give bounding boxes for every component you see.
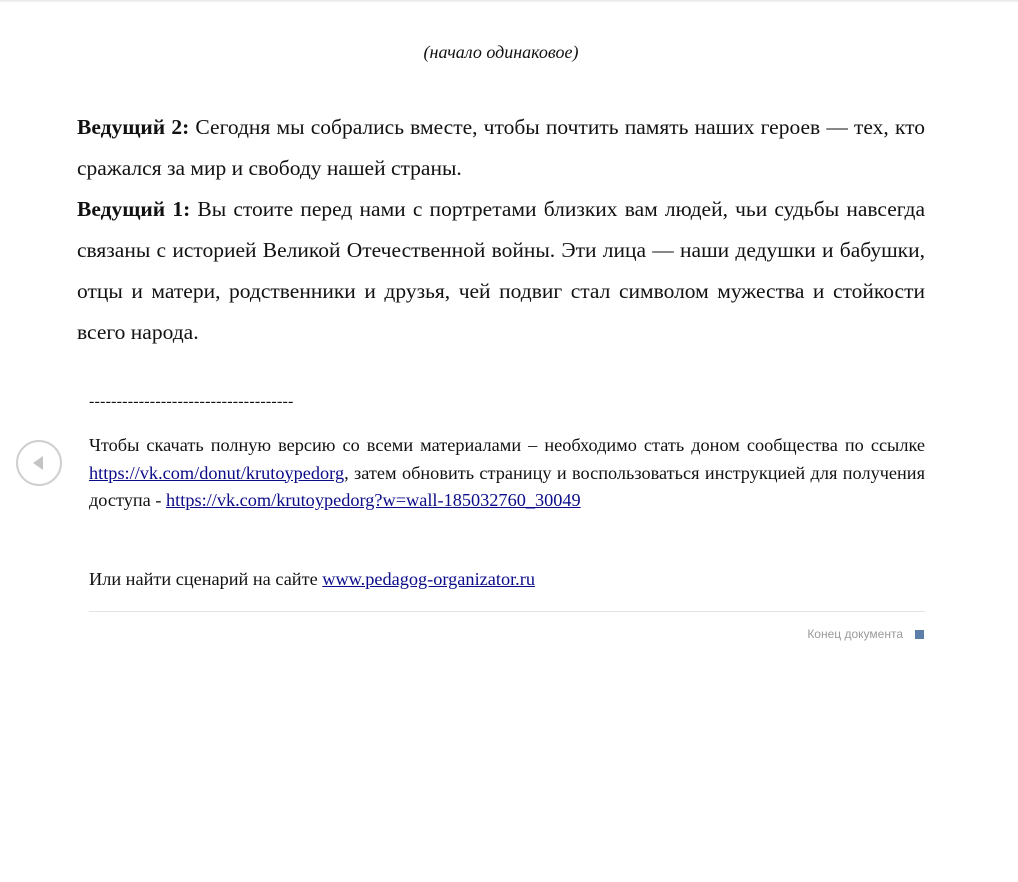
separator-line: -------------------------------------	[89, 393, 294, 410]
speaker-label: Ведущий 1:	[77, 197, 191, 221]
document-body	[77, 107, 925, 353]
paragraph-text: Вы стоите перед нами с портретами близких вам людей, чьи судьбы навсегда связаны с историей Великой Отечественной войны. Эти лица — наши дедушки и бабушки, отцы и матери, родственники и друзья, чей подвиг стал символом мужества и стойкости всего народа.	[77, 197, 926, 344]
download-text-part-1: Чтобы скачать полную версию со всеми материалами – необходимо стать доном сообщества по ссылке	[89, 435, 925, 455]
site-link[interactable]: www.pedagog-organizator.ru	[322, 569, 535, 589]
paragraph-host-1	[77, 189, 925, 353]
subtitle: (начало одинаковое)	[423, 42, 579, 62]
end-of-document	[807, 627, 924, 641]
paragraph-text: Сегодня мы собрались вместе, чтобы почтить память наших героев — тех, кто сражался за мир и свободу нашей страны.	[77, 115, 926, 180]
site-text: Или найти сценарий на сайте	[89, 569, 323, 589]
donut-link[interactable]: https://vk.com/donut/krutoypedorg	[89, 462, 345, 483]
download-text-part-2: , затем обновить страницу и воспользоваться инструкцией для получения доступа -	[89, 462, 925, 510]
download-note	[89, 432, 925, 515]
back-button[interactable]	[16, 440, 62, 486]
end-of-document-label: Конец документа	[807, 627, 903, 641]
end-square-icon	[915, 630, 924, 639]
wall-post-link[interactable]: https://vk.com/krutoypedorg?w=wall-185032760_30049	[166, 490, 581, 510]
chevron-left-icon	[29, 453, 49, 473]
top-shadow	[0, 0, 1018, 3]
speaker-label: Ведущий 2:	[77, 115, 190, 139]
footer-divider	[89, 611, 925, 612]
paragraph-host-2	[77, 107, 925, 189]
site-note	[89, 566, 535, 593]
